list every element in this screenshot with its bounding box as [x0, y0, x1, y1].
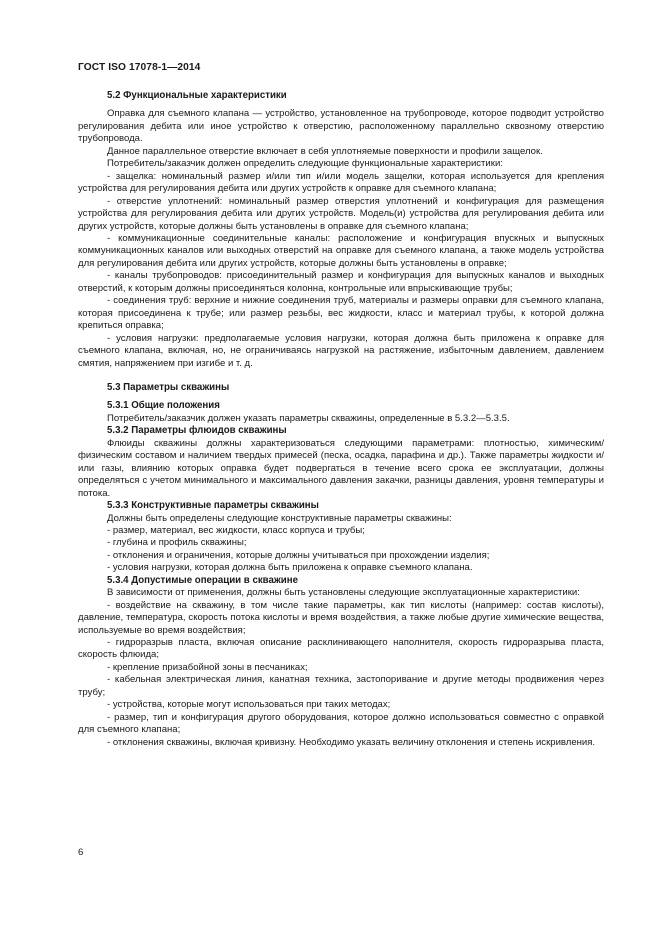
section-title: 5.2 Функциональные характеристики	[107, 90, 287, 101]
list-item: - отклонения скважины, включая кривизну. Необходимо указать величину отклонения и степень искривления.	[107, 736, 596, 748]
subsection-title: 5.3.4 Допустимые операции в скважине	[107, 574, 298, 586]
list-item: - размер, материал, вес жидкости, класс корпуса и трубы;	[107, 524, 365, 536]
subsection-title: 5.3.3 Конструктивные параметры скважины	[107, 500, 319, 512]
list-item: - глубина и профиль скважины;	[107, 537, 247, 549]
list-item: - коммуникационные соединительные каналы: расположение и конфигурация впускных и выпускных коммуникационных каналов или выходных отверстий на оправке для съемного клапана, а также модель устройства для регулирования дебита или других устройств, которые должны быть установлены в оправке;	[78, 232, 604, 269]
list-item: - кабельная электрическая линия, канатная техника, застопоривание и другие методы продвижения через трубу;	[78, 674, 604, 698]
list-item: - условия нагрузки: предполагаемые условия нагрузки, которая должна быть приложена к оправке для съемного клапана, включая, но, не ограничиваясь нагрузкой на растяжение, избыточным давлением, давлением смятия, напряжением при изгибе и т. д.	[78, 332, 604, 369]
paragraph: Потребитель/заказчик должен указать параметры скважины, определенные в 5.3.2—5.3.5.	[107, 412, 510, 424]
list-item: - отверстие уплотнений: номинальный размер отверстия уплотнений и конфигурация для размещения устройства для регулирования дебита или других устройств. Модель(и) устройства для регулирования дебита или других устройств, которые должны быть установлены в оправке для съемного клапана;	[78, 195, 604, 232]
section-5-2	[78, 90, 604, 370]
paragraph: Оправка для съемного клапана — устройство, установленное на трубопроводе, которое подводит устройство регулирования дебита или иное устройство к отверстию, расположенному параллельно сквозному отверстию трубопровода.	[78, 108, 604, 145]
list-item: - соединения труб: верхние и нижние соединения труб, материалы и размеры оправки для съемного клапана, которая присоединена к трубе; или размер резьбы, вес жидкости, класс и материал трубы, к которой должна крепиться оправка;	[78, 295, 604, 332]
subsection-title: 5.3.2 Параметры флюидов скважины	[107, 425, 287, 437]
list-item: - крепление призабойной зоны в песчаниках;	[107, 661, 308, 673]
paragraph: Данное параллельное отверстие включает в себя уплотняемые поверхности и профили защелок.	[107, 145, 543, 157]
list-item: - защелка: номинальный размер и/или тип и/или модель защелки, которая используется для крепления устройства для регулирования дебита или других устройств к оправке для съемного клапана;	[78, 170, 604, 195]
list-item: - размер, тип и конфигурация другого оборудования, которое должно использоваться совместно с оправкой для съемного клапана;	[78, 711, 604, 736]
section-5-3	[78, 382, 604, 749]
paragraph: Должны быть определены следующие конструктивные параметры скважины:	[107, 512, 452, 524]
list-item: - условия нагрузки, которая должна быть приложена к оправке съемного клапана.	[107, 562, 473, 574]
paragraph: Потребитель/заказчик должен определить следующие функциональные характеристики:	[107, 158, 503, 170]
list-item: - гидроразрыв пласта, включая описание расклинивающего наполнителя, скорость гидроразрыва пласта, скорость флюида;	[78, 637, 604, 661]
subsection-title: 5.3.1 Общие положения	[107, 400, 220, 412]
list-item: - каналы трубопроводов: присоединительный размер и конфигурация для выпускных каналов и выходных отверстий, к которым должны присоединяться колонна, контрольные или впрыскивающие трубы;	[78, 270, 604, 294]
page-number: 6	[78, 847, 84, 858]
list-item: - устройства, которые могут использоваться при таких методах;	[107, 699, 391, 711]
list-item: - воздействие на скважину, в том числе такие параметры, как тип кислоты (например: состав кислоты), давление, температура, скорость потока кислоты и время воздействия, а также любые другие химические вещества, используемые во время воздействия;	[78, 599, 604, 636]
document-body	[78, 90, 604, 749]
list-item: - отклонения и ограничения, которые должны учитываться при прохождении изделия;	[107, 549, 490, 561]
paragraph: В зависимости от применения, должны быть установлены следующие эксплуатационные характеристики:	[107, 587, 580, 599]
standard-header: ГОСТ ISO 17078-1—2014	[78, 62, 201, 73]
paragraph: Флюиды скважины должны характеризоваться следующими параметрами: плотностью, химическим/физическим составом и наличием твердых примесей (песка, осадка, парафина и др.). Также параметры жидкости и/или газы, влиянию которых оправка будет подвергаться в течение всего срока ее эксплуатации, должны определяться с учетом минимального и максимального давления закачки, разницы давления, уровня температуры и потока.	[78, 437, 604, 499]
section-title: 5.3 Параметры скважины	[107, 381, 230, 393]
